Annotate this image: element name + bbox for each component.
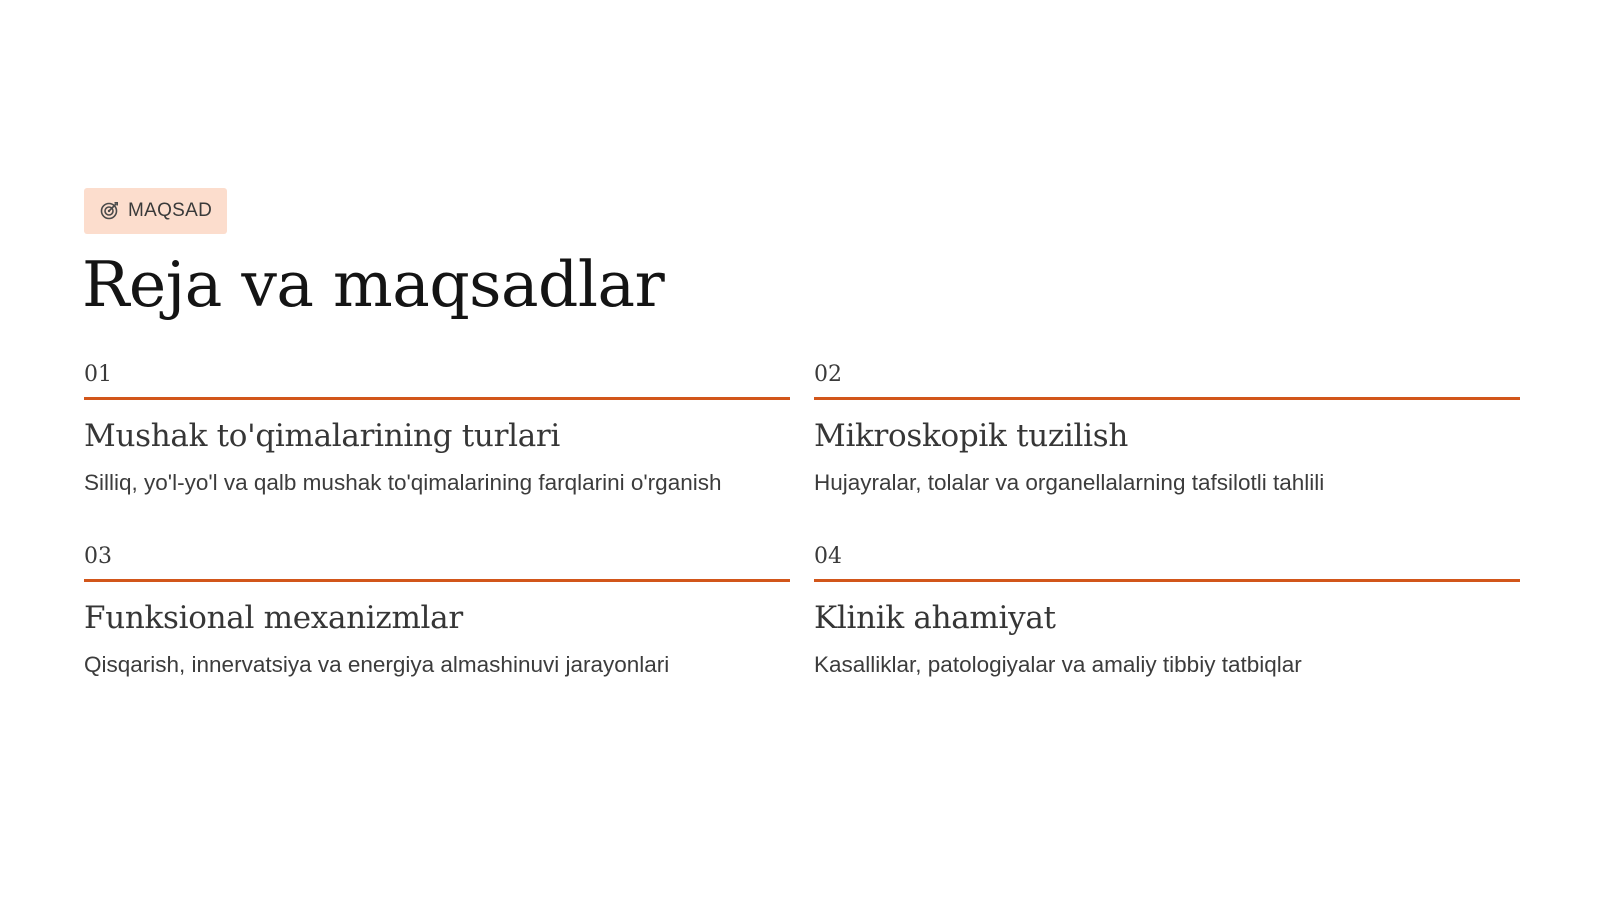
objective-divider: [84, 397, 790, 400]
objective-title: Mikroskopik tuzilish: [814, 418, 1129, 454]
badge-label: MAQSAD: [128, 200, 213, 221]
objective-title: Klinik ahamiyat: [814, 600, 1056, 636]
objective-description: Kasalliklar, patologiyalar va amaliy tibbiy tatbiqlar: [814, 652, 1302, 677]
target-icon: [98, 200, 120, 222]
objective-item-1: [84, 360, 790, 498]
slide: [82, 188, 1524, 677]
section-badge: [84, 188, 227, 234]
objective-number: 03: [84, 544, 112, 569]
objective-item-2: [814, 360, 1520, 498]
objectives-grid: [84, 360, 1524, 680]
objective-title: Mushak to'qimalarining turlari: [84, 418, 561, 454]
objective-title: Funksional mexanizmlar: [84, 600, 463, 636]
objective-description: Qisqarish, innervatsiya va energiya almashinuvi jarayonlari: [84, 652, 670, 677]
objective-number: 02: [814, 362, 842, 387]
objective-number: 01: [84, 362, 112, 387]
objective-number: 04: [814, 544, 842, 569]
objective-divider: [814, 397, 1520, 400]
objective-item-3: [84, 542, 790, 680]
objective-description: Hujayralar, tolalar va organellalarning tafsilotli tahlili: [814, 470, 1325, 495]
objective-item-4: [814, 542, 1520, 680]
objective-description: Silliq, yo'l-yo'l va qalb mushak to'qimalarining farqlarini o'rganish: [84, 470, 722, 495]
page-title: Reja va maqsadlar: [82, 248, 665, 321]
objective-divider: [814, 579, 1520, 582]
objective-divider: [84, 579, 790, 582]
